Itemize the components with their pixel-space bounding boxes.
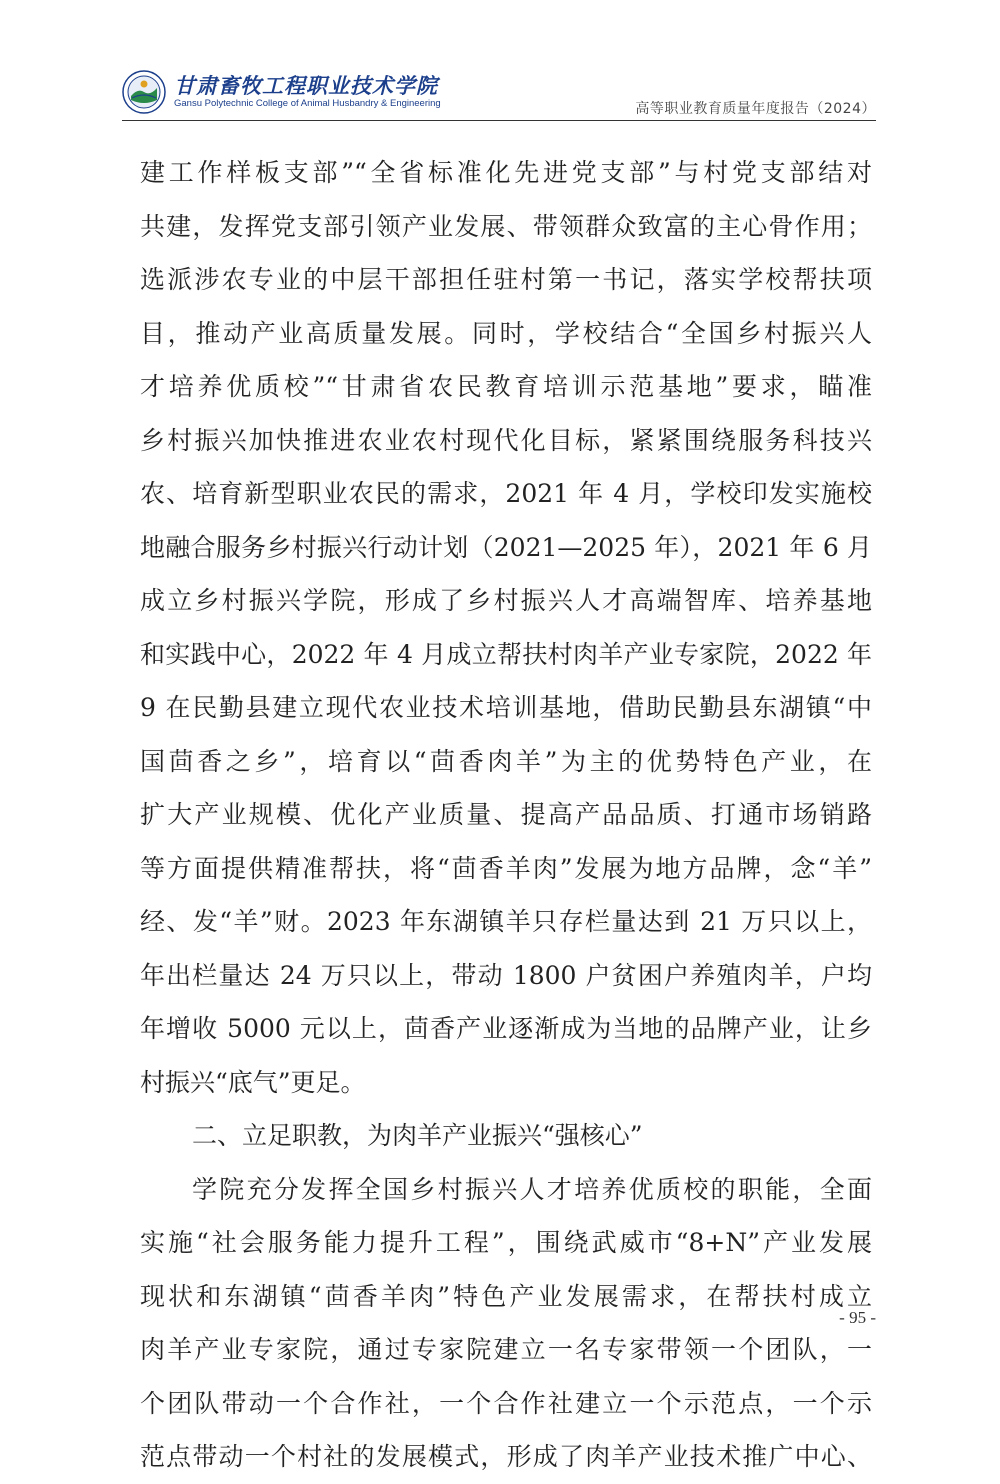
text-line: 共建，发挥党支部引领产业发展、带领群众致富的主心骨作用； xyxy=(140,211,872,241)
text-line: 经、发“羊”财。2023 年东湖镇羊只存栏量达到 21 万只以上， xyxy=(140,907,872,936)
body-text xyxy=(140,146,872,1484)
school-emblem-icon xyxy=(122,70,166,114)
text-line: 肉羊产业专家院，通过专家院建立一名专家带领一个团队，一 xyxy=(140,1335,872,1364)
header-divider xyxy=(122,120,876,121)
text-line: 年出栏量达 24 万只以上，带动 1800 户贫困户养殖肉羊，户均 xyxy=(140,960,872,990)
text-line: 学院充分发挥全国乡村振兴人才培养优质校的职能，全面 xyxy=(192,1174,872,1204)
text-line: 地融合服务乡村振兴行动计划（2021—2025 年），2021 年 6 月 xyxy=(140,532,872,562)
text-line: 等方面提供精准帮扶，将“茴香羊肉”发展为地方品牌，念“羊” xyxy=(140,853,872,883)
school-name-cn: 甘肃畜牧工程职业技术学院 xyxy=(174,73,438,98)
section-heading: 二、立足职教，为肉羊产业振兴“强核心” xyxy=(192,1121,643,1150)
text-line: 国茴香之乡”，培育以“茴香肉羊”为主的优势特色产业，在 xyxy=(140,746,872,776)
text-line: 年增收 5000 元以上，茴香产业逐渐成为当地的品牌产业，让乡 xyxy=(140,1014,872,1043)
text-line: 选派涉农专业的中层干部担任驻村第一书记，落实学校帮扶项 xyxy=(140,265,872,294)
text-line: 实施“社会服务能力提升工程”，围绕武威市“8+N”产业发展 xyxy=(140,1228,872,1257)
text-line: 9 在民勤县建立现代农业技术培训基地，借助民勤县东湖镇“中 xyxy=(140,693,872,722)
text-line: 建工作样板支部”“全省标准化先进党支部”与村党支部结对 xyxy=(140,158,872,187)
text-line: 范点带动一个村社的发展模式，形成了肉羊产业技术推广中心、 xyxy=(140,1442,872,1471)
text-line: 成立乡村振兴学院，形成了乡村振兴人才高端智库、培养基地 xyxy=(140,586,872,615)
text-line: 现状和东湖镇“茴香羊肉”特色产业发展需求，在帮扶村成立 xyxy=(140,1281,872,1311)
text-line: 才培养优质校”“甘肃省农民教育培训示范基地”要求，瞄准 xyxy=(140,372,872,401)
text-line: 农、培育新型职业农民的需求，2021 年 4 月，学校印发实施校 xyxy=(140,479,872,508)
text-line: 村振兴“底气”更足。 xyxy=(140,1067,366,1097)
text-line: 和实践中心，2022 年 4 月成立帮扶村肉羊产业专家院，2022 年 xyxy=(140,639,872,669)
text-line: 目，推动产业高质量发展。同时，学校结合“全国乡村振兴人 xyxy=(140,318,872,348)
report-title: 高等职业教育质量年度报告（2024） xyxy=(635,101,876,117)
text-line: 个团队带动一个合作社，一个合作社建立一个示范点，一个示 xyxy=(140,1388,872,1418)
school-name-en: Gansu Polytechnic College of Animal Husbandry & Engineering xyxy=(174,98,441,109)
text-line: 扩大产业规模、优化产业质量、提高产品品质、打通市场销路 xyxy=(140,800,872,829)
text-line: 乡村振兴加快推进农业农村现代化目标，紧紧围绕服务科技兴 xyxy=(140,425,872,455)
page-number: - 95 - xyxy=(839,1308,876,1327)
page-header xyxy=(122,66,876,122)
